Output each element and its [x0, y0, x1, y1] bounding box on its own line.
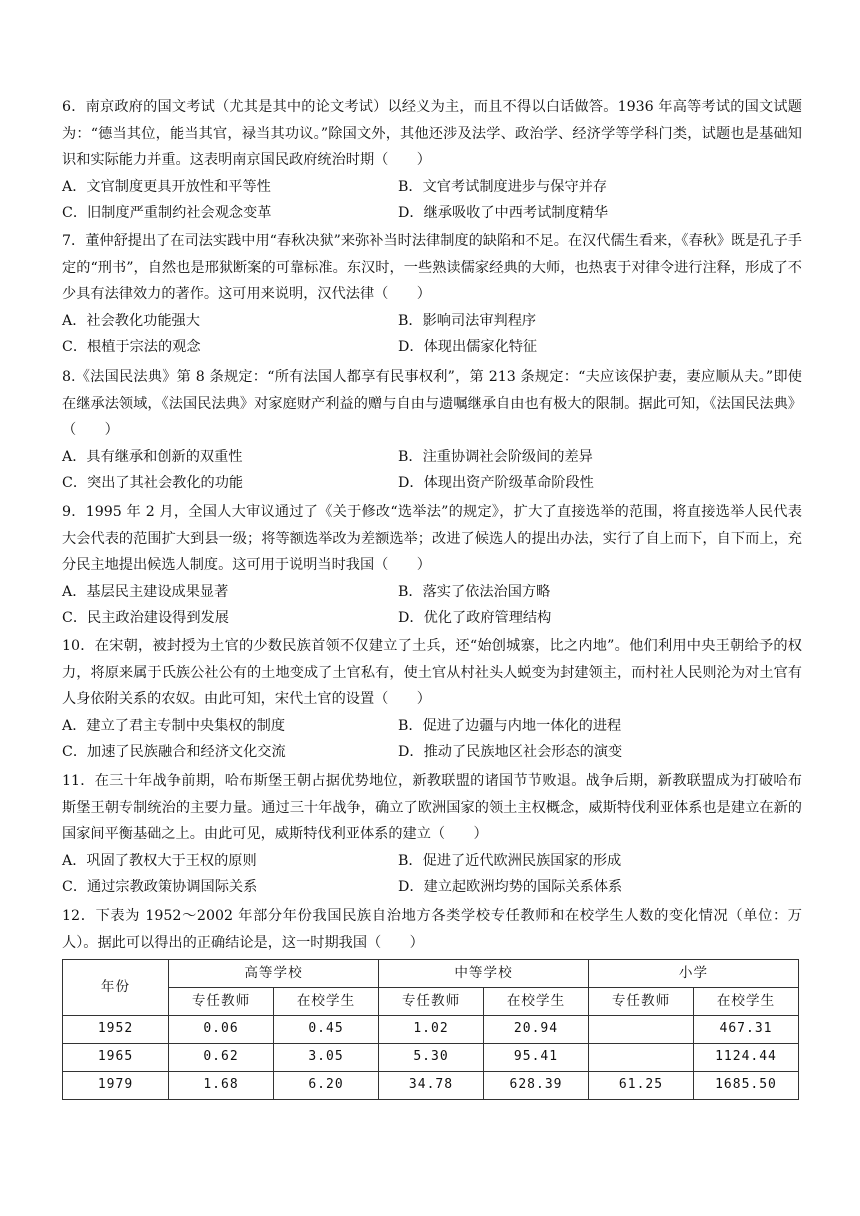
sub-header: 专任教师 [379, 988, 484, 1016]
table-cell: 467.31 [694, 1016, 799, 1044]
table-header-row [63, 960, 799, 988]
option-b[interactable]: B．影响司法审判程序 [398, 312, 537, 329]
table-cell: 1965 [63, 1044, 169, 1072]
table-cell: 61.25 [589, 1072, 694, 1100]
question-stem: 12．下表为 1952～2002 年部分年份我国民族自治地方各类学校专任教师和在校学生人数的变化情况（单位：万人）。据此可以得出的正确结论是，这一时期我国（ ） [62, 908, 802, 951]
option-a[interactable]: A．基层民主建设成果显著 [62, 583, 229, 600]
question-9 [62, 499, 802, 632]
options [62, 444, 802, 497]
option-b[interactable]: B．促进了近代欧洲民族国家的形成 [398, 852, 622, 869]
option-d[interactable]: D．优化了政府管理结构 [398, 610, 552, 627]
option-d[interactable]: D．建立起欧洲均势的国际关系体系 [398, 879, 623, 896]
option-c[interactable]: C．通过宗教政策协调国际关系 [62, 879, 258, 896]
option-a[interactable]: A．巩固了教权大于王权的原则 [62, 852, 257, 869]
question-stem: 8.《法国民法典》第 8 条规定：“所有法国人都享有民事权利”，第 213 条规定：“夫应该保护妻，妻应顺从夫。”即使在继承法领域，《法国民法典》对家庭财产利益的赠与自由与遗嘱继承自由也有极大的限制。据此可知，《法国民法典》（ ） [62, 369, 802, 439]
options [62, 308, 802, 361]
data-table [62, 959, 799, 1100]
options [62, 713, 802, 766]
table-cell: 1.68 [169, 1072, 274, 1100]
option-d[interactable]: D．继承吸收了中西考试制度精华 [398, 205, 609, 222]
table-cell [589, 1044, 694, 1072]
group-header: 小学 [589, 960, 799, 988]
table-cell: 6.20 [274, 1072, 379, 1100]
sub-header: 在校学生 [484, 988, 589, 1016]
table-cell: 1.02 [379, 1016, 484, 1044]
table-row [63, 1072, 799, 1100]
option-d[interactable]: D．体现出儒家化特征 [398, 339, 538, 356]
option-c[interactable]: C．加速了民族融合和经济文化交流 [62, 744, 286, 761]
table-cell: 1952 [63, 1016, 169, 1044]
sub-header: 在校学生 [694, 988, 799, 1016]
table-subheader-row [63, 988, 799, 1016]
year-header: 年份 [63, 960, 169, 1016]
option-b[interactable]: B．注重协调社会阶级间的差异 [398, 448, 593, 465]
question-stem: 10．在宋朝，被封授为土官的少数民族首领不仅建立了土兵，还“始创城寨，比之内地”。他们利用中央王朝给予的权力，将原来属于氏族公社公有的土地变成了土官私有，使土官从村社头人蜕变为封建领主，而村社人民则沦为对土官有人身依附关系的农奴。由此可知，宋代土官的设置（ ） [62, 638, 802, 708]
table-cell: 5.30 [379, 1044, 484, 1072]
table-row [63, 1016, 799, 1044]
table-cell: 1124.44 [694, 1044, 799, 1072]
sub-header: 专任教师 [589, 988, 694, 1016]
table-cell: 1685.50 [694, 1072, 799, 1100]
option-a[interactable]: A．建立了君主专制中央集权的制度 [62, 717, 286, 734]
option-b[interactable]: B．落实了依法治国方略 [398, 583, 551, 600]
option-a[interactable]: A．文官制度更具开放性和平等性 [62, 178, 271, 195]
question-10 [62, 633, 802, 766]
question-12 [62, 903, 802, 956]
group-header: 高等学校 [169, 960, 379, 988]
option-c[interactable]: C．民主政治建设得到发展 [62, 610, 229, 627]
question-stem: 7．董仲舒提出了在司法实践中用“春秋决狱”来弥补当时法律制度的缺陷和不足。在汉代儒生看来，《春秋》既是孔子手定的“刑书”，自然也是邢狱断案的可靠标准。东汉时，一些熟读儒家经典的大师，也热衷于对律令进行注释，形成了不少具有法律效力的著作。这可用来说明，汉代法律（ ） [62, 233, 802, 303]
group-header: 中等学校 [379, 960, 589, 988]
table-cell: 0.06 [169, 1016, 274, 1044]
table-cell: 0.45 [274, 1016, 379, 1044]
option-b[interactable]: B．促进了边疆与内地一体化的进程 [398, 717, 622, 734]
option-d[interactable]: D．体现出资产阶级革命阶段性 [398, 475, 594, 492]
table-cell: 20.94 [484, 1016, 589, 1044]
table-cell: 34.78 [379, 1072, 484, 1100]
option-b[interactable]: B．文官考试制度进步与保守并存 [398, 178, 608, 195]
option-d[interactable]: D．推动了民族地区社会形态的演变 [398, 744, 623, 761]
sub-header: 专任教师 [169, 988, 274, 1016]
table-cell [589, 1016, 694, 1044]
options [62, 174, 802, 227]
question-8 [62, 364, 802, 497]
question-6 [62, 94, 802, 227]
question-stem: 11．在三十年战争前期，哈布斯堡王朝占据优势地位，新教联盟的诸国节节败退。战争后期，新教联盟成为打破哈布斯堡王朝专制统治的主要力量。通过三十年战争，确立了欧洲国家的领土主权概念，威斯特伐利亚体系也是建立在新的国家间平衡基础之上。由此可见，威斯特伐利亚体系的建立（ ） [62, 773, 802, 843]
table-row [63, 1044, 799, 1072]
option-a[interactable]: A．社会教化功能强大 [62, 312, 200, 329]
option-c[interactable]: C．根植于宗法的观念 [62, 339, 201, 356]
question-stem: 6．南京政府的国文考试（尤其是其中的论文考试）以经义为主，而且不得以白话做答。1936 年高等考试的国文试题为：“德当其位，能当其官，禄当其功议。”除国文外，其他还涉及法学、政治学、经济学等学科门类，试题也是基础知识和实际能力并重。这表明南京国民政府统治时期（ ） [62, 99, 802, 169]
option-a[interactable]: A．具有继承和创新的双重性 [62, 448, 243, 465]
table-cell: 628.39 [484, 1072, 589, 1100]
sub-header: 在校学生 [274, 988, 379, 1016]
options [62, 848, 802, 901]
question-stem: 9．1995 年 2 月，全国人大审议通过了《关于修改“选举法”的规定》，扩大了直接选举的范围，将直接选举人民代表大会代表的范围扩大到县一级；将等额选举改为差额选举；改进了候选人的提出办法，实行了自上而下，自下而上，充分民主地提出候选人制度。这可用于说明当时我国（ ） [62, 504, 802, 574]
table-cell: 95.41 [484, 1044, 589, 1072]
table-cell: 0.62 [169, 1044, 274, 1072]
options [62, 579, 802, 632]
option-c[interactable]: C．旧制度严重制约社会观念变革 [62, 205, 272, 222]
option-c[interactable]: C．突出了其社会教化的功能 [62, 475, 244, 492]
question-7 [62, 228, 802, 361]
question-11 [62, 768, 802, 901]
table-cell: 3.05 [274, 1044, 379, 1072]
table-cell: 1979 [63, 1072, 169, 1100]
